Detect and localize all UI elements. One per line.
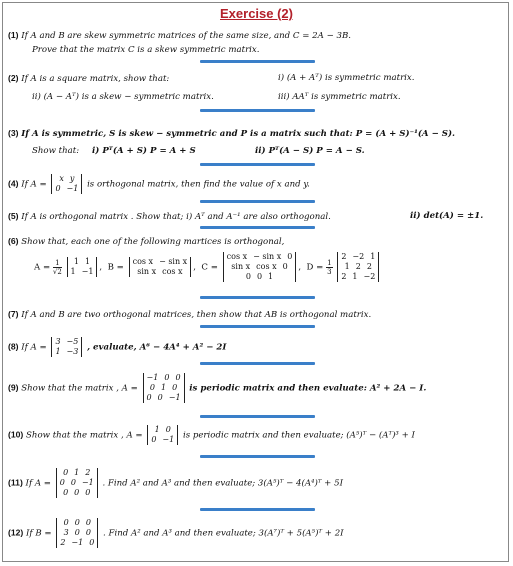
question-7: (7) If A and B are two orthogonal matrices, then show that AB is orthogonal matrix. (8, 309, 372, 320)
question-5: (5) If A is orthogonal matrix . Show that; i) Aᵀ and A⁻¹ are also orthogonal. (8, 211, 331, 222)
matrix-q8: 3 −5 1 −3 (51, 337, 82, 357)
question-3-show: Show that: (32, 146, 80, 156)
question-6-matrices: A = $\frac{1}{√2}$ 1 1 1 −1 , B = cos x − sin x sin x cos x , C = cos x − sin x 0 sin x cos x 0 0 0 1 , D = $\frac{1}{3}$ 2 −2 1 1 2 2 2 1 −2 (34, 252, 381, 282)
question-4: (4) If A = x y 0 −1 is orthogonal matrix, then find the value of x and y. (8, 174, 310, 193)
page-title: Exercise (2) (220, 6, 293, 21)
separator (200, 415, 315, 418)
separator (200, 60, 315, 63)
question-12: (12) If B = 0 0 0 3 0 0 2 −1 0 . Find A² and A³ and then evaluate; 3(A⁷)ᵀ + 5(A⁵)ᵀ + 2I (8, 518, 344, 547)
question-6: (6) Show that, each one of the following martices is orthogonal, (8, 236, 285, 247)
question-3-part-i: i) Pᵀ(A + S) P = A + S (92, 146, 196, 156)
question-3: (3) If A is symmetric, S is skew − symmetric and P is a matrix such that: P = (A + S)⁻¹(A − S). (8, 128, 456, 139)
question-9: (9) Show that the matrix , A = −1 0 0 0 1 0 0 0 −1 is periodic matrix and then evaluate: A² + 2A − I. (8, 373, 427, 402)
separator (200, 362, 315, 365)
matrix-q4: x y 0 −1 (51, 174, 82, 194)
matrix-D: 2 −2 1 1 2 2 2 1 −2 (337, 252, 379, 282)
separator (200, 163, 315, 166)
question-1-line2: Prove that the matrix C is a skew symmetric matrix. (32, 45, 260, 55)
question-2: (2) If A is a square matrix, show that: (8, 73, 170, 84)
question-1: (1) If A and B are skew symmetric matrices of the same size, and C = 2A − 3B. (8, 30, 352, 41)
separator (200, 296, 315, 299)
matrix-B: cos x − sin x sin x cos x (129, 257, 192, 277)
separator (200, 226, 315, 229)
matrix-q11: 0 1 2 0 0 −1 0 0 0 (56, 468, 98, 498)
question-3-part-ii: ii) Pᵀ(A − S) P = A − S. (255, 146, 365, 156)
separator (200, 200, 315, 203)
matrix-C: cos x − sin x 0 sin x cos x 0 0 0 1 (223, 252, 297, 282)
question-2-part-i: i) (A + Aᵀ) is symmetric matrix. (278, 73, 415, 83)
separator (200, 325, 315, 328)
matrix-A: 1 1 1 −1 (67, 257, 98, 277)
separator (200, 109, 315, 112)
matrix-q10: 1 0 0 −1 (147, 425, 178, 445)
question-8: (8) If A = 3 −5 1 −3 , evaluate, A⁶ − 4A⁴ + A² − 2I (8, 337, 227, 356)
question-2-part-ii: ii) (A − Aᵀ) is a skew − symmetric matrix. (32, 92, 214, 102)
question-5-part-ii: ii) det(A) = ±1. (410, 211, 484, 221)
question-11: (11) If A = 0 1 2 0 0 −1 0 0 0 . Find A² and A³ and then evaluate; 3(A⁵)ᵀ − 4(A⁴)ᵀ + 5I (8, 468, 343, 497)
separator (200, 455, 315, 458)
separator (200, 508, 315, 511)
question-2-part-iii: iii) AAᵀ is symmetric matrix. (278, 92, 401, 102)
question-10: (10) Show that the matrix , A = 1 0 0 −1 is periodic matrix and then evaluate; (A⁵)ᵀ − (Aᵀ)³ + I (8, 425, 415, 444)
matrix-q9: −1 0 0 0 1 0 0 0 −1 (143, 373, 185, 403)
matrix-q12: 0 0 0 3 0 0 2 −1 0 (56, 518, 98, 548)
